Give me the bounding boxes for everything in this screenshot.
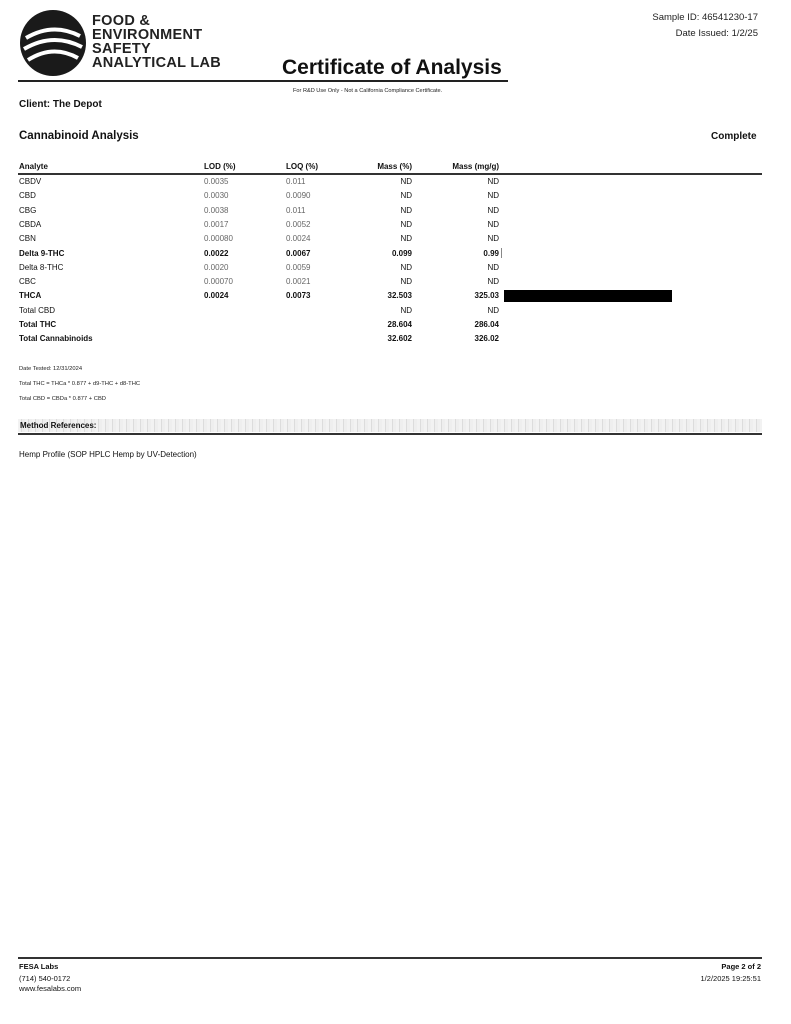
- cell-lod: 0.0022: [204, 248, 229, 258]
- cell-lod: 0.00080: [204, 234, 233, 244]
- cell-mass-pct: ND: [400, 277, 412, 287]
- column-header-loq: LOQ (%): [286, 162, 318, 171]
- cell-mass-pct: ND: [400, 177, 412, 186]
- lab-name-line-3: SAFETY: [92, 41, 151, 57]
- cell-loq: 0.0073: [286, 291, 311, 301]
- cell-mass-mgg: ND: [487, 262, 499, 272]
- column-header-mass-mgg: Mass (mg/g): [452, 162, 499, 171]
- mark: [501, 248, 502, 258]
- cell-mass-mgg: 0.99: [483, 248, 499, 258]
- column-header-mass-pct: Mass (%): [377, 162, 412, 171]
- cell-lod: 0.00070: [204, 277, 233, 287]
- cell-mass-mgg: ND: [487, 177, 499, 186]
- cell-mass-pct: ND: [400, 262, 412, 272]
- total-thc-formula: Total THC = THCa * 0.877 + d9-THC + d8-THC: [19, 381, 141, 387]
- cell-mass-mgg: 325.03: [474, 291, 499, 301]
- cell-analyte: Total THC: [19, 320, 57, 329]
- section-title: Cannabinoid Analysis: [19, 130, 139, 142]
- cell-mass-mgg: ND: [487, 234, 499, 244]
- date-tested: Date Tested: 12/31/2024: [19, 366, 83, 372]
- method-reference-text: Hemp Profile (SOP HPLC Hemp by UV-Detection): [19, 450, 197, 459]
- sample-id: Sample ID: 46541230-17: [652, 12, 758, 23]
- cell-lod: 0.0020: [204, 262, 229, 272]
- column-header-lod: LOD (%): [204, 162, 236, 171]
- cell-analyte: Delta 9-THC: [19, 248, 65, 258]
- cell-mass-mgg: ND: [487, 305, 499, 315]
- footer-company: FESA Labs: [19, 962, 59, 971]
- cell-analyte: CBDA: [19, 219, 42, 229]
- method-divider: [18, 433, 762, 435]
- cell-loq: 0.0052: [286, 219, 311, 229]
- cell-loq: 0.0059: [286, 262, 311, 272]
- header-divider: [18, 80, 508, 82]
- page-number: Page 2 of 2: [721, 962, 761, 971]
- lab-name-line-1: FOOD &: [92, 13, 151, 29]
- cell-analyte: CBDV: [19, 177, 42, 186]
- cell-mass-pct: 32.503: [387, 291, 412, 301]
- cell-mass-pct: ND: [400, 191, 412, 201]
- footer-website: www.fesalabs.com: [19, 984, 82, 993]
- cell-mass-pct: ND: [400, 205, 412, 215]
- table-divider: [18, 173, 762, 175]
- cell-analyte: CBG: [19, 205, 37, 215]
- cell-mass-mgg: 326.02: [474, 334, 499, 344]
- cell-loq: 0.0067: [286, 248, 311, 258]
- method-header-bar: [18, 419, 762, 432]
- cell-analyte: Total Cannabinoids: [19, 334, 93, 344]
- method-references-label: Method References:: [20, 421, 97, 430]
- date-issued: Date Issued: 1/2/25: [675, 28, 758, 39]
- cell-analyte: Delta 8-THC: [19, 262, 64, 272]
- redaction-bar: [504, 290, 672, 302]
- cell-loq: 0.0021: [286, 277, 311, 287]
- lab-logo: [18, 8, 88, 78]
- cell-lod: 0.0030: [204, 191, 229, 201]
- cell-mass-mgg: ND: [487, 205, 499, 215]
- cell-loq: 0.011: [286, 205, 306, 215]
- cell-lod: 0.0035: [204, 177, 229, 186]
- cell-analyte: CBC: [19, 277, 36, 287]
- disclaimer: For R&D Use Only - Not a California Compliance Certificate.: [293, 88, 443, 94]
- cell-mass-pct: 28.604: [387, 320, 412, 329]
- cell-lod: 0.0024: [204, 291, 229, 301]
- cell-loq: 0.0024: [286, 234, 311, 244]
- cell-lod: 0.0038: [204, 205, 229, 215]
- cell-lod: 0.0017: [204, 219, 229, 229]
- lab-name-line-2: ENVIRONMENT: [92, 27, 203, 43]
- cell-loq: 0.0090: [286, 191, 311, 201]
- total-cbd-formula: Total CBD = CBDa * 0.877 + CBD: [19, 396, 106, 402]
- cell-analyte: THCA: [19, 291, 42, 301]
- cell-analyte: CBN: [19, 234, 36, 244]
- column-header-analyte: Analyte: [19, 162, 48, 171]
- cell-mass-mgg: ND: [487, 277, 499, 287]
- cell-loq: 0.011: [286, 177, 306, 186]
- cell-mass-mgg: ND: [487, 191, 499, 201]
- footer-timestamp: 1/2/2025 19:25:51: [700, 974, 761, 983]
- cell-mass-mgg: ND: [487, 219, 499, 229]
- cell-mass-pct: 32.602: [387, 334, 412, 344]
- client-name: Client: The Depot: [19, 99, 102, 110]
- cell-analyte: Total CBD: [19, 305, 56, 315]
- cell-mass-pct: ND: [400, 305, 412, 315]
- footer-divider: [18, 957, 762, 959]
- footer-phone: (714) 540-0172: [19, 974, 71, 983]
- cell-analyte: CBD: [19, 191, 36, 201]
- cell-mass-pct: ND: [400, 234, 412, 244]
- cell-mass-pct: 0.099: [391, 248, 412, 258]
- status-label: Complete: [711, 131, 757, 142]
- cell-mass-pct: ND: [400, 219, 412, 229]
- cell-mass-mgg: 286.04: [474, 320, 499, 329]
- lab-name-line-4: ANALYTICAL LAB: [92, 55, 222, 71]
- document-title: Certificate of Analysis: [282, 56, 502, 79]
